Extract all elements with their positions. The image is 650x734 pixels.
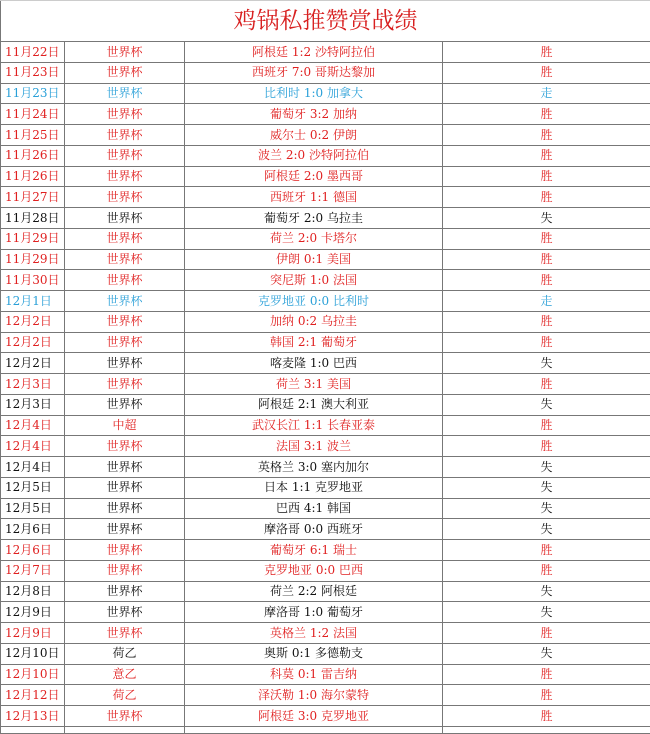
result-cell: 失 <box>443 353 650 374</box>
table-row <box>1 291 650 312</box>
league-cell: 世界杯 <box>65 394 185 415</box>
league-cell: 荷乙 <box>65 643 185 664</box>
result-cell: 胜 <box>443 145 650 166</box>
league-cell: 世界杯 <box>65 436 185 457</box>
league-cell: 世界杯 <box>65 62 185 83</box>
league-cell: 世界杯 <box>65 353 185 374</box>
match-cell: 加纳 0:2 乌拉圭 <box>185 311 443 332</box>
table-row <box>1 623 650 644</box>
date-cell: 12月6日 <box>1 519 65 540</box>
date-cell: 12月2日 <box>1 332 65 353</box>
result-cell: 失 <box>443 394 650 415</box>
date-cell: 12月2日 <box>1 311 65 332</box>
match-cell: 阿根廷 2:1 澳大利亚 <box>185 394 443 415</box>
league-cell: 世界杯 <box>65 623 185 644</box>
match-cell: 波兰 2:0 沙特阿拉伯 <box>185 145 443 166</box>
league-cell: 世界杯 <box>65 581 185 602</box>
date-cell: 11月26日 <box>1 145 65 166</box>
match-cell: 伊朗 0:1 美国 <box>185 249 443 270</box>
date-cell: 12月3日 <box>1 374 65 395</box>
date-cell: 12月1日 <box>1 291 65 312</box>
result-cell: 失 <box>443 643 650 664</box>
table-row <box>1 685 650 706</box>
date-cell: 11月22日 <box>1 42 65 63</box>
results-table-body <box>1 1 650 734</box>
date-cell: 11月23日 <box>1 83 65 104</box>
date-cell: 12月3日 <box>1 394 65 415</box>
date-cell: 11月29日 <box>1 249 65 270</box>
league-cell: 世界杯 <box>65 249 185 270</box>
table-row <box>1 602 650 623</box>
table-row <box>1 415 650 436</box>
date-cell: 12月9日 <box>1 602 65 623</box>
match-cell: 荷兰 3:1 美国 <box>185 374 443 395</box>
table-row <box>1 436 650 457</box>
result-cell: 胜 <box>443 270 650 291</box>
result-cell: 胜 <box>443 436 650 457</box>
result-cell: 失 <box>443 581 650 602</box>
date-cell: 11月24日 <box>1 104 65 125</box>
table-row <box>1 664 650 685</box>
empty-cell <box>443 726 650 733</box>
date-cell: 12月6日 <box>1 540 65 561</box>
match-cell: 英格兰 3:0 塞内加尔 <box>185 457 443 478</box>
table-row <box>1 125 650 146</box>
league-cell: 世界杯 <box>65 457 185 478</box>
match-cell: 科莫 0:1 雷吉纳 <box>185 664 443 685</box>
result-cell: 胜 <box>443 664 650 685</box>
result-cell: 失 <box>443 519 650 540</box>
match-cell: 武汉长江 1:1 长春亚泰 <box>185 415 443 436</box>
result-cell: 胜 <box>443 706 650 727</box>
result-cell: 失 <box>443 498 650 519</box>
result-cell: 胜 <box>443 166 650 187</box>
league-cell: 世界杯 <box>65 270 185 291</box>
table-row <box>1 498 650 519</box>
date-cell: 12月4日 <box>1 457 65 478</box>
date-cell: 11月27日 <box>1 187 65 208</box>
date-cell: 11月29日 <box>1 228 65 249</box>
table-row <box>1 62 650 83</box>
league-cell: 世界杯 <box>65 125 185 146</box>
league-cell: 意乙 <box>65 664 185 685</box>
table-row <box>1 581 650 602</box>
table-row <box>1 477 650 498</box>
match-cell: 阿根廷 1:2 沙特阿拉伯 <box>185 42 443 63</box>
result-cell: 胜 <box>443 311 650 332</box>
league-cell: 世界杯 <box>65 477 185 498</box>
match-cell: 克罗地亚 0:0 巴西 <box>185 560 443 581</box>
league-cell: 世界杯 <box>65 83 185 104</box>
match-cell: 摩洛哥 1:0 葡萄牙 <box>185 602 443 623</box>
result-cell: 胜 <box>443 540 650 561</box>
match-cell: 西班牙 1:1 德国 <box>185 187 443 208</box>
match-cell: 葡萄牙 2:0 乌拉圭 <box>185 208 443 229</box>
result-cell: 胜 <box>443 42 650 63</box>
empty-cell <box>1 726 65 733</box>
result-cell: 失 <box>443 477 650 498</box>
date-cell: 12月9日 <box>1 623 65 644</box>
date-cell: 12月7日 <box>1 560 65 581</box>
table-row <box>1 706 650 727</box>
result-cell: 胜 <box>443 374 650 395</box>
date-cell: 12月4日 <box>1 436 65 457</box>
table-row <box>1 228 650 249</box>
empty-cell <box>65 726 185 733</box>
league-cell: 世界杯 <box>65 104 185 125</box>
result-cell: 胜 <box>443 332 650 353</box>
result-cell: 胜 <box>443 685 650 706</box>
match-cell: 克罗地亚 0:0 比利时 <box>185 291 443 312</box>
table-row <box>1 208 650 229</box>
league-cell: 世界杯 <box>65 311 185 332</box>
result-cell: 胜 <box>443 249 650 270</box>
league-cell: 世界杯 <box>65 332 185 353</box>
match-cell: 法国 3:1 波兰 <box>185 436 443 457</box>
table-row <box>1 457 650 478</box>
league-cell: 世界杯 <box>65 498 185 519</box>
table-row <box>1 394 650 415</box>
league-cell: 世界杯 <box>65 540 185 561</box>
match-cell: 突尼斯 1:0 法国 <box>185 270 443 291</box>
table-row <box>1 104 650 125</box>
league-cell: 世界杯 <box>65 560 185 581</box>
date-cell: 11月23日 <box>1 62 65 83</box>
table-row <box>1 560 650 581</box>
empty-cell <box>185 726 443 733</box>
result-cell: 胜 <box>443 228 650 249</box>
league-cell: 世界杯 <box>65 166 185 187</box>
league-cell: 世界杯 <box>65 228 185 249</box>
result-cell: 胜 <box>443 187 650 208</box>
table-row <box>1 311 650 332</box>
league-cell: 世界杯 <box>65 208 185 229</box>
match-cell: 摩洛哥 0:0 西班牙 <box>185 519 443 540</box>
table-row <box>1 270 650 291</box>
date-cell: 12月2日 <box>1 353 65 374</box>
table-row <box>1 374 650 395</box>
date-cell: 12月8日 <box>1 581 65 602</box>
result-cell: 走 <box>443 291 650 312</box>
empty-row <box>1 726 650 733</box>
result-cell: 失 <box>443 208 650 229</box>
table-row <box>1 145 650 166</box>
result-cell: 走 <box>443 83 650 104</box>
table-row <box>1 83 650 104</box>
league-cell: 中超 <box>65 415 185 436</box>
result-cell: 胜 <box>443 62 650 83</box>
date-cell: 12月5日 <box>1 477 65 498</box>
league-cell: 世界杯 <box>65 42 185 63</box>
title-row <box>1 1 650 42</box>
table-row <box>1 187 650 208</box>
match-cell: 比利时 1:0 加拿大 <box>185 83 443 104</box>
table-row <box>1 643 650 664</box>
match-cell: 巴西 4:1 韩国 <box>185 498 443 519</box>
match-cell: 西班牙 7:0 哥斯达黎加 <box>185 62 443 83</box>
date-cell: 12月5日 <box>1 498 65 519</box>
result-cell: 胜 <box>443 415 650 436</box>
result-cell: 胜 <box>443 125 650 146</box>
match-cell: 葡萄牙 3:2 加纳 <box>185 104 443 125</box>
match-cell: 奥斯 0:1 多德勒支 <box>185 643 443 664</box>
date-cell: 12月10日 <box>1 643 65 664</box>
table-row <box>1 249 650 270</box>
date-cell: 11月28日 <box>1 208 65 229</box>
league-cell: 世界杯 <box>65 291 185 312</box>
match-cell: 阿根廷 2:0 墨西哥 <box>185 166 443 187</box>
league-cell: 世界杯 <box>65 187 185 208</box>
table-row <box>1 519 650 540</box>
date-cell: 12月13日 <box>1 706 65 727</box>
date-cell: 11月25日 <box>1 125 65 146</box>
date-cell: 11月30日 <box>1 270 65 291</box>
table-row <box>1 166 650 187</box>
match-cell: 阿根廷 3:0 克罗地亚 <box>185 706 443 727</box>
date-cell: 12月10日 <box>1 664 65 685</box>
league-cell: 世界杯 <box>65 602 185 623</box>
date-cell: 12月4日 <box>1 415 65 436</box>
match-cell: 威尔士 0:2 伊朗 <box>185 125 443 146</box>
league-cell: 世界杯 <box>65 519 185 540</box>
date-cell: 11月26日 <box>1 166 65 187</box>
match-cell: 荷兰 2:0 卡塔尔 <box>185 228 443 249</box>
result-cell: 胜 <box>443 104 650 125</box>
page-title: 鸡锅私推赞赏战绩 <box>1 1 650 42</box>
league-cell: 世界杯 <box>65 374 185 395</box>
match-cell: 日本 1:1 克罗地亚 <box>185 477 443 498</box>
match-cell: 葡萄牙 6:1 瑞士 <box>185 540 443 561</box>
table-row <box>1 332 650 353</box>
league-cell: 世界杯 <box>65 706 185 727</box>
result-cell: 失 <box>443 457 650 478</box>
match-cell: 韩国 2:1 葡萄牙 <box>185 332 443 353</box>
match-cell: 泽沃勒 1:0 海尔蒙特 <box>185 685 443 706</box>
table-row <box>1 42 650 63</box>
match-cell: 荷兰 2:2 阿根廷 <box>185 581 443 602</box>
table-row <box>1 353 650 374</box>
result-cell: 胜 <box>443 560 650 581</box>
league-cell: 荷乙 <box>65 685 185 706</box>
league-cell: 世界杯 <box>65 145 185 166</box>
table-row <box>1 540 650 561</box>
result-cell: 胜 <box>443 623 650 644</box>
match-cell: 英格兰 1:2 法国 <box>185 623 443 644</box>
result-cell: 失 <box>443 602 650 623</box>
date-cell: 12月12日 <box>1 685 65 706</box>
match-cell: 喀麦隆 1:0 巴西 <box>185 353 443 374</box>
